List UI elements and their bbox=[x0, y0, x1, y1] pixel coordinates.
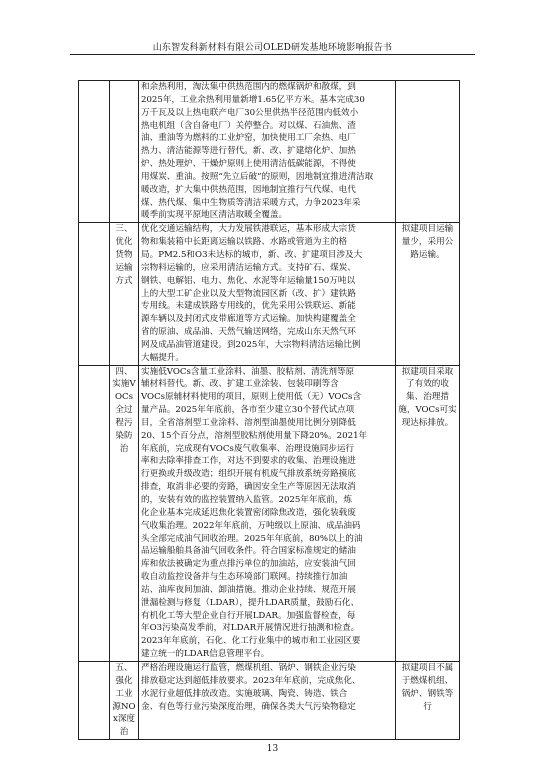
content-line: 年O3污染高发季前，对LDAR开展情况进行抽测和检查。 bbox=[141, 623, 360, 634]
measure-cell bbox=[110, 81, 139, 223]
analysis-cell: 拟建项目运输量少，采用公路运输。 bbox=[396, 223, 460, 365]
content-line: 上的大型工矿企业以及大型物流园区新（改、扩）建铁路 bbox=[141, 288, 356, 299]
content-lines bbox=[141, 81, 393, 222]
page-header: 山东智发科新材料有限公司OLED研发基地环境影响报告书 bbox=[152, 43, 393, 53]
content-line: 目，全省溶剂型工业涂料、溶剂型油墨使用比例分别降低 bbox=[141, 417, 356, 428]
content-cell bbox=[139, 223, 396, 365]
content-line: 局。PM2.5和O3未达标的城市，新、改、扩建项目涉及大 bbox=[141, 249, 363, 260]
measure-cell: 三、优化货物运输方式 bbox=[110, 223, 139, 365]
analysis-cell: 拟建项目不属于燃煤机组、锅炉、钢铁等行 bbox=[396, 661, 460, 739]
content-line: 大幅提升。 bbox=[141, 352, 184, 363]
analysis-cell: 拟建项目采取了有效的收集、治理措施，VOCs可实现达标排放。 bbox=[396, 365, 460, 661]
content-line: 和余热利用，淘汰集中供热范围内的燃煤锅炉和散煤，到 bbox=[141, 82, 356, 92]
content-line: 排放稳定达到超低排放要求。2023年年底前，完成焦化、 bbox=[141, 675, 361, 686]
header-rule bbox=[70, 54, 475, 55]
content-line: 泄漏检测与修复（LDAR），提升LDAR质量，鼓励石化、 bbox=[141, 597, 360, 608]
content-line: 化企业基本完成延迟焦化装置密闭除焦改造，强化装载废 bbox=[141, 507, 356, 518]
content-line: 建立统一的LDAR信息管理平台。 bbox=[141, 649, 270, 660]
content-line: 暖改造，扩大集中供热范围，因地制宜推行气代煤、电代 bbox=[141, 184, 356, 195]
content-line: 2023年年底前，石化、化工行业集中的城市和工业园区要 bbox=[141, 636, 361, 647]
table-row bbox=[79, 81, 460, 223]
content-line: 收自动监控设备并与生态环境部门联网。持续推行加油 bbox=[141, 572, 348, 583]
content-cell bbox=[139, 81, 396, 223]
content-lines bbox=[141, 366, 393, 661]
table-row bbox=[79, 365, 460, 661]
content-line: 量产品。2025年年底前，各市至少建立30个替代试点项 bbox=[141, 405, 355, 416]
content-line: 品运输船舶具备油气回收条件。符合国家标准规定的储油 bbox=[141, 546, 356, 557]
content-line: 严格治理设施运行监管，燃煤机组、锅炉、钢铁企业污染 bbox=[141, 662, 356, 673]
measure-cell: 五、强化工业源NOx深度治 bbox=[110, 661, 139, 739]
table-row bbox=[79, 661, 460, 739]
content-line: 热电机组（含自备电厂）关停整合。对以煤、石油焦、渣 bbox=[141, 120, 356, 131]
content-line: 实施低VOCs含量工业涂料、油墨、胶粘剂、清洗剂等原 bbox=[141, 366, 355, 377]
content-line: 省的原油、成品油、天然气输送网络，完成山东天然气环 bbox=[141, 327, 356, 338]
content-line: 气收集治理。2022年年底前，万吨级以上原油、成品油码 bbox=[141, 520, 361, 531]
content-cell bbox=[139, 661, 396, 739]
content-line: 金、有色等行业污染深度治理，确保各类大气污染物稳定 bbox=[141, 701, 356, 712]
content-line: 率和去除率排查工作，对达不到要求的收集、治理设施进 bbox=[141, 456, 356, 467]
content-cell bbox=[139, 365, 396, 661]
table-row bbox=[79, 223, 460, 365]
content-line: 辅材料替代。新、改、扩建工业涂装、包装印刷等含 bbox=[141, 379, 339, 390]
content-line: 排查，取消非必要的旁路，确因安全生产等原因无法取消 bbox=[141, 482, 356, 493]
page-number: 13 bbox=[266, 744, 279, 754]
content-line: 暖季前实现平原地区清洁取暖全覆盖。 bbox=[141, 210, 288, 221]
content-line: 20、15个百分点，溶剂型胶粘剂使用量下降20%。2021年 bbox=[141, 430, 368, 441]
content-line: 万千瓦及以上热电联产电厂30公里供热半径范围内低效小 bbox=[141, 107, 359, 118]
content-line: 宗物料运输的，应采用清洁运输方式。支持矿石、煤炭、 bbox=[141, 262, 356, 273]
row-spacer-cell bbox=[79, 661, 110, 739]
content-line: 行更换或升级改造；组织开展有机废气排放系统旁路摸底 bbox=[141, 469, 356, 480]
row-spacer-cell bbox=[79, 81, 110, 223]
content-line: 油、重油等为燃料的工业炉窑，加快使用工厂余热、电厂 bbox=[141, 133, 356, 144]
content-line: 专用线。未建成铁路专用线的，优先采用公铁联运、新能 bbox=[141, 301, 356, 312]
content-lines bbox=[141, 223, 393, 364]
content-line: 站、油库夜间加油、卸油措施。推动企业持续、规范开展 bbox=[141, 584, 356, 595]
content-line: 用煤炭、重油。按照“先立后破”的原则，因地制宜推进清洁取 bbox=[141, 171, 374, 182]
content-line: 优化交通运输结构，大力发展铁港联运，基本形成大宗货 bbox=[141, 224, 356, 235]
content-line: 煤、热代煤、集中生物质等清洁采暖方式，力争2023年采 bbox=[141, 197, 361, 208]
content-line: 有机化工等大型企业自行开展LDAR。加强监督检查，每 bbox=[141, 610, 356, 621]
content-lines bbox=[141, 662, 393, 713]
content-line: 源车辆以及封闭式皮带廊道等方式运输。加快构建覆盖全 bbox=[141, 314, 356, 325]
measure-cell: 四、实施VOCs全过程污染防治 bbox=[110, 365, 139, 661]
content-line: 钢铁、电解铝、电力、焦化、水泥等年运输量150万吨以 bbox=[141, 275, 356, 286]
content-line: 热力、清洁能源等进行替代。新、改、扩建熔化炉、加热 bbox=[141, 146, 356, 157]
content-line: 的，安装有效的监控装置纳入监管。2025年年底前，炼 bbox=[141, 495, 352, 505]
policy-compliance-table bbox=[78, 80, 460, 740]
content-line: 炉、热处理炉、干燥炉原则上使用清洁低碳能源，不得使 bbox=[141, 159, 356, 170]
content-line: 年底前，完成现有VOCs废气收集率、治理设施同步运行 bbox=[141, 443, 355, 454]
content-line: 网及成品油管道建设。到2025年，大宗物料清洁运输比例 bbox=[141, 339, 361, 350]
analysis-cell bbox=[396, 81, 460, 223]
content-line: 水泥行业超低排放改造。实施玻璃、陶瓷、铸造、铁合 bbox=[141, 688, 348, 699]
content-line: 物和集装箱中长距离运输以铁路、水路或管道为主的格 bbox=[141, 237, 348, 248]
content-line: 2025年，工业余热利用量新增1.65亿平方米。基本完成30 bbox=[141, 94, 365, 105]
content-line: VOCs原辅材料使用的项目，原则上使用低（无）VOCs含 bbox=[141, 392, 362, 403]
content-line: 库和依法被确定为重点排污单位的加油站，应安装油气回 bbox=[141, 559, 356, 570]
content-line: 头全部完成油气回收治理。2025年年底前，80%以上的油 bbox=[141, 533, 363, 544]
row-spacer-cell bbox=[79, 365, 110, 661]
row-spacer-cell bbox=[79, 223, 110, 365]
